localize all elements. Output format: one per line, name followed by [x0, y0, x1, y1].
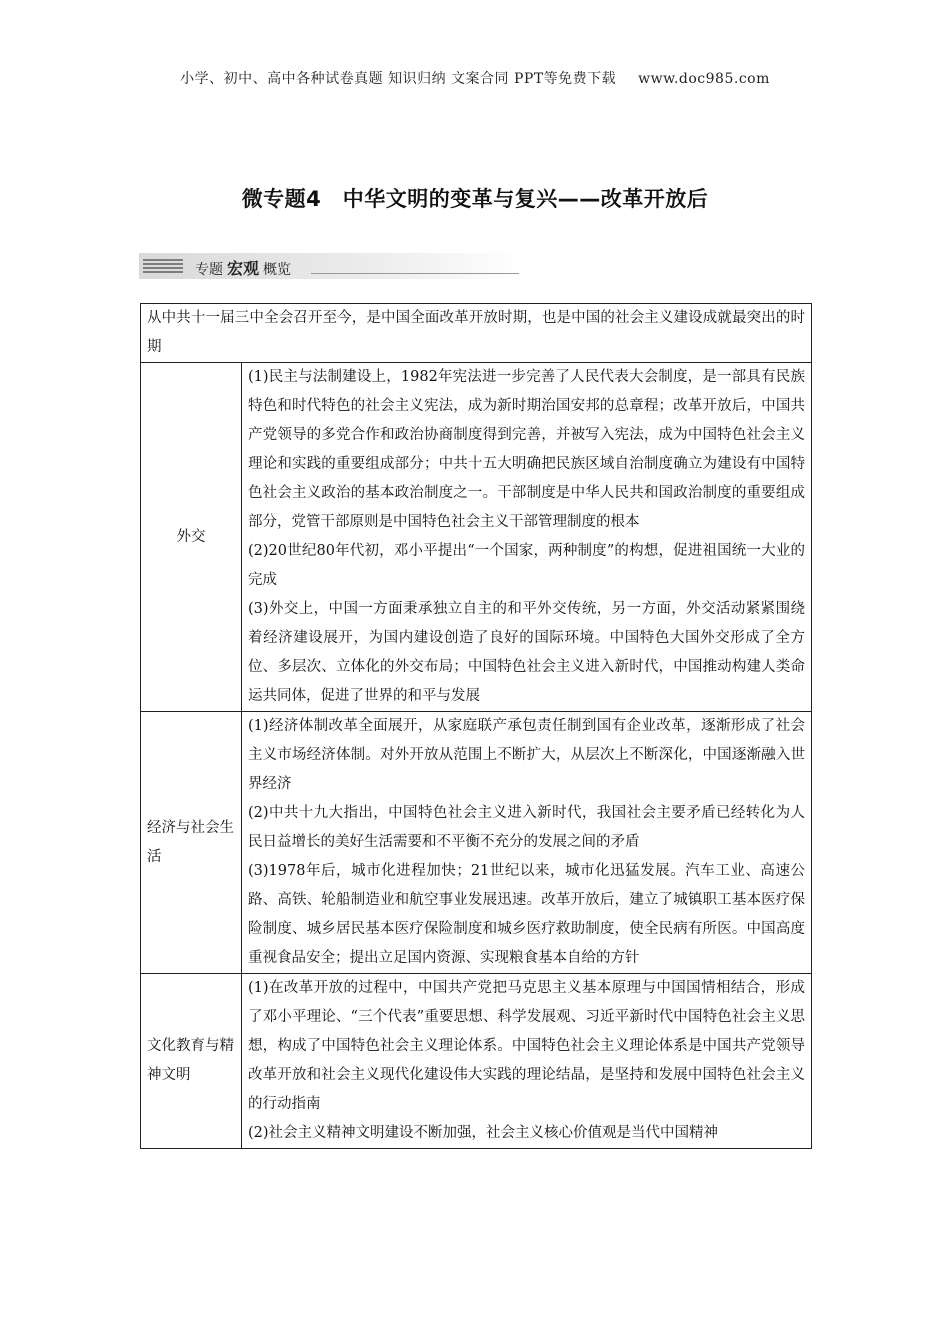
- intro-text: 从中共十一届三中全会召开至今，是中国全面改革开放时期，也是中国的社会主义建设成就最突出的时期: [147, 310, 805, 355]
- section-banner: [139, 253, 523, 279]
- banner-part3: 概览: [263, 262, 292, 278]
- content-item: (1)民主与法制建设上，1982年宪法进一步完善了人民代表大会制度，是一部具有民族特色和时代特色的社会主义宪法，成为新时期治国安邦的总章程；改革开放后，中国共产党领导的多党合作和政治协商制度得到完善，并被写入宪法，成为中国特色社会主义理论和实践的重要组成部分；中共十五大明确把民族区域自治制度确立为建设有中国特色社会主义政治的基本政治制度之一。干部制度是中华人民共和国政治制度的重要组成部分，党管干部原则是中国特色社会主义干部管理制度的根本: [248, 369, 805, 530]
- content-cell: [242, 974, 812, 1149]
- intro-cell: [141, 304, 812, 363]
- content-cell: [242, 712, 812, 974]
- page-header: [0, 68, 950, 88]
- content-item: (3)外交上，中国一方面秉承独立自主的和平外交传统，另一方面，外交活动紧紧围绕着经济建设展开，为国内建设创造了良好的国际环境。中国特色大国外交形成了全方位、多层次、立体化的外交布局；中国特色社会主义进入新时代，中国推动构建人类命运共同体，促进了世界的和平与发展: [248, 601, 805, 704]
- banner-label: [195, 256, 291, 279]
- content-item: (2)20世纪80年代初，邓小平提出“一个国家，两种制度”的构想，促进祖国统一大业的完成: [248, 543, 805, 588]
- content-item: (1)在改革开放的过程中，中国共产党把马克思主义基本原理与中国国情相结合，形成了邓小平理论、“三个代表”重要思想、科学发展观、习近平新时代中国特色社会主义思想，构成了中国特色社会主义理论体系。中国特色社会主义理论体系是中国共产党领导改革开放和社会主义现代化建设伟大实践的理论结晶，是坚持和发展中国特色社会主义的行动指南: [248, 980, 805, 1112]
- page-title: 微专题4 中华文明的变革与复兴——改革开放后: [241, 187, 709, 211]
- content-cell: [242, 363, 812, 712]
- category-cell: 外交: [141, 363, 242, 712]
- banner-stripes-decoration: [143, 259, 183, 273]
- table-row: [141, 363, 812, 712]
- table-row: [141, 974, 812, 1149]
- banner-rule: [311, 273, 519, 274]
- overview-table: [140, 303, 812, 1149]
- header-text: 小学、初中、高中各种试卷真题 知识归纳 文案合同 PPT等免费下载: [180, 71, 617, 87]
- table-row-intro: [141, 304, 812, 363]
- category-cell: 文化教育与精神文明: [141, 974, 242, 1149]
- table-row: [141, 712, 812, 974]
- banner-part1: 专题: [195, 262, 223, 278]
- category-cell: 经济与社会生活: [141, 712, 242, 974]
- content-item: (2)中共十九大指出，中国特色社会主义进入新时代，我国社会主要矛盾已经转化为人民日益增长的美好生活需要和不平衡不充分的发展之间的矛盾: [248, 805, 805, 850]
- content-item: (3)1978年后，城市化进程加快；21世纪以来，城市化迅猛发展。汽车工业、高速公路、高铁、轮船制造业和航空事业发展迅速。改革开放后，建立了城镇职工基本医疗保险制度、城乡居民基本医疗保险制度和城乡医疗救助制度，使全民病有所医。中国高度重视食品安全；提出立足国内资源、实现粮食基本自给的方针: [248, 863, 805, 966]
- banner-part2: 宏观: [227, 259, 260, 278]
- header-site: www.doc985.com: [638, 71, 770, 87]
- content-item: (2)社会主义精神文明建设不断加强，社会主义核心价值观是当代中国精神: [248, 1125, 719, 1141]
- content-item: (1)经济体制改革全面展开，从家庭联产承包责任制到国有企业改革，逐渐形成了社会主义市场经济体制。对外开放从范围上不断扩大，从层次上不断深化，中国逐渐融入世界经济: [248, 718, 805, 792]
